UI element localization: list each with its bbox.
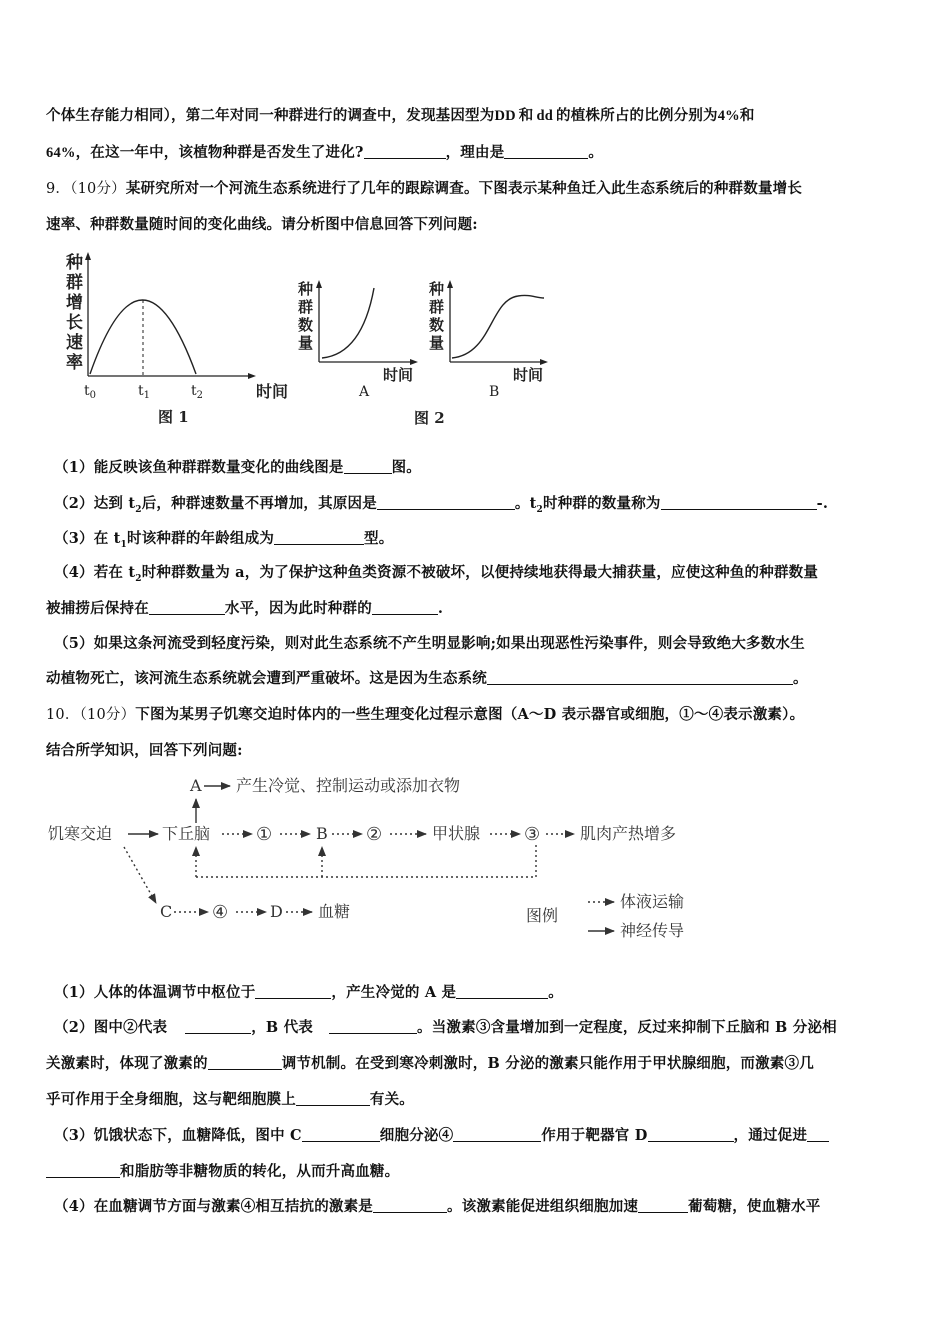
answer-blank[interactable] xyxy=(456,984,548,999)
figure-2a-y-arrow xyxy=(316,280,322,288)
answer-blank[interactable] xyxy=(302,1127,380,1142)
svg-text:数: 数 xyxy=(429,316,445,334)
node-hormone-1: ① xyxy=(256,824,273,845)
node-cold-sensation: 产生冷觉、控制运动或添加衣物 xyxy=(236,776,461,795)
node-a: A xyxy=(190,776,202,795)
text-line: 速率、种群数量随时间的变化曲线。请分析图中信息回答下列问题: xyxy=(46,216,478,233)
figure-2b-y-arrow xyxy=(447,280,453,288)
node-blood-sugar: 血糖 xyxy=(318,902,351,921)
question-9-part-2: （2）达到 $t_2$后，种群速数量不再增加，其原因是 。$t_2$时种群的数量称为 -. xyxy=(54,495,829,515)
legend-humoral: 体液运输 xyxy=(620,892,685,911)
question-9-intro: 9．（10分）某研究所对一个河流生态系统进行了几年的跟踪调查。下图表示某种鱼迁入此生态系统后的种群数量增长 xyxy=(46,180,803,197)
text-line: 和脂肪等非糖物质的转化，从而升高血糖。 xyxy=(46,1160,399,1181)
svg-text:速: 速 xyxy=(66,333,83,353)
answer-blank[interactable] xyxy=(296,1091,370,1106)
answer-blank[interactable] xyxy=(364,144,446,159)
figure-1-y-label xyxy=(65,253,83,373)
answer-blank[interactable] xyxy=(487,670,793,685)
answer-blank[interactable] xyxy=(372,600,438,615)
node-muscle: 肌肉产热增多 xyxy=(580,824,677,843)
svg-text:率: 率 xyxy=(66,353,83,373)
svg-text:数: 数 xyxy=(298,316,314,334)
svg-text:群: 群 xyxy=(66,273,83,293)
node-hormone-4: ④ xyxy=(212,902,229,923)
node-start: 饥寒交迫 xyxy=(48,824,113,843)
legend-title: 图例 xyxy=(526,906,559,925)
answer-blank[interactable] xyxy=(149,600,225,615)
question-10-intro: 10．（10分）下图为某男子饥寒交迫时体内的一些生理变化过程示意图（A～D 表示器官或细胞，①～④表示激素）。 xyxy=(46,706,805,723)
svg-text:增: 增 xyxy=(66,293,83,313)
node-d: D xyxy=(270,902,283,921)
legend-neural: 神经传导 xyxy=(620,921,685,940)
question-10-part-1: （1）人体的体温调节中枢位于 ，产生冷觉的 A 是 。 xyxy=(54,984,563,1001)
svg-text:量: 量 xyxy=(298,334,314,352)
figure-2b-x-label: 时间 xyxy=(513,366,544,384)
figure-1-x-arrow xyxy=(248,373,256,379)
node-c: C xyxy=(160,902,173,921)
svg-text:群: 群 xyxy=(429,298,445,316)
curve-a-j-shape xyxy=(322,288,374,358)
tick-t2: $t_2$ xyxy=(191,383,204,401)
text-line: 个体生存能力相同），第二年对同一种群进行的调查中，发现基因型为DD 和 dd 的植株所占的比例分别为4%和 xyxy=(46,107,755,124)
svg-text:种: 种 xyxy=(66,253,83,273)
figure-1-growth-rate-chart xyxy=(50,246,300,431)
node-hypothalamus: 下丘脑 xyxy=(162,824,211,843)
svg-text:量: 量 xyxy=(429,334,445,352)
svg-text:种: 种 xyxy=(429,280,445,298)
answer-blank[interactable] xyxy=(344,459,392,474)
answer-blank[interactable] xyxy=(185,1019,251,1034)
answer-blank[interactable] xyxy=(329,1019,417,1034)
answer-blank[interactable] xyxy=(807,1127,829,1142)
question-10-part-2: （2）图中②代表 ，B 代表 。当激素③含量增加到一定程度，反过来抑制下丘脑和 B 分泌相 xyxy=(54,1019,837,1036)
figure-1-caption: 图 1 xyxy=(158,408,189,426)
figure-2b-x-arrow xyxy=(540,359,548,365)
node-thyroid: 甲状腺 xyxy=(432,824,481,843)
svg-text:长: 长 xyxy=(66,313,83,333)
text-line: 64%，在这一年中，该植物种群是否发生了进化? ，理由是 。 xyxy=(46,144,604,161)
tick-t0: $t_0$ xyxy=(84,383,97,401)
figure-2-caption: 图 2 xyxy=(414,409,445,427)
question-10-part-3: （3）饥饿状态下，血糖降低，图中 C 细胞分泌④ 作用于靶器官 D ，通过促进 xyxy=(54,1124,829,1145)
curve-b-s-shape xyxy=(452,295,544,358)
label-a: A xyxy=(359,384,370,400)
question-10-part-4: （4）在血糖调节方面与激素④相互拮抗的激素是 。该激素能促进组织细胞加速 葡萄糖，使血糖水平 xyxy=(54,1198,821,1215)
question-9-part-4: （4）若在 $t_2$时种群数量为 a，为了保护这种鱼类资源不被破坏，以便持续地获得最大捕获量，应使这种鱼的种群数量 xyxy=(54,564,819,584)
feedback-loop xyxy=(196,845,536,877)
text-line: 关激素时，体现了激素的 调节机制。在受到寒冷刺激时，B 分泌的激素只能作用于甲状腺细胞，而激素③几 xyxy=(46,1055,814,1072)
arrow-start-to-c xyxy=(124,847,156,903)
text-line: 被捕捞后保持在 水平，因为此时种群的 . xyxy=(46,600,444,617)
answer-blank[interactable] xyxy=(208,1055,282,1070)
thermoregulation-diagram xyxy=(40,765,720,950)
label-b: B xyxy=(489,384,500,400)
question-9-part-1: （1）能反映该鱼种群群数量变化的曲线图是 图。 xyxy=(54,459,421,476)
figure-1-y-arrow xyxy=(85,252,91,260)
question-9-part-3: （3）在 $t_1$时该种群的年龄组成为 型。 xyxy=(54,530,394,550)
question-9-part-5: （5）如果这条河流受到轻度污染，则对此生态系统不产生明显影响;如果出现恶性污染事件，则会导致绝大多数水生 xyxy=(54,635,805,652)
figure-2a-y-label xyxy=(297,280,313,352)
svg-text:群: 群 xyxy=(298,298,314,316)
text-line: 动植物死亡，该河流生态系统就会遭到严重破坏。这是因为生态系统 。 xyxy=(46,670,808,687)
text-line: 结合所学知识，回答下列问题: xyxy=(46,742,243,759)
answer-blank[interactable] xyxy=(638,1198,688,1213)
answer-blank[interactable] xyxy=(648,1127,734,1142)
figure-2b-y-label xyxy=(428,280,444,352)
answer-blank[interactable] xyxy=(46,1163,120,1178)
answer-blank[interactable] xyxy=(274,530,364,545)
figure-1-x-label: 时间 xyxy=(256,382,289,401)
svg-text:种: 种 xyxy=(298,280,314,298)
text-line: 乎可作用于全身细胞，这与靶细胞膜上 有关。 xyxy=(46,1091,415,1108)
answer-blank[interactable] xyxy=(373,1198,447,1213)
answer-blank[interactable] xyxy=(255,984,331,999)
answer-blank[interactable] xyxy=(504,144,588,159)
tick-t1: $t_1$ xyxy=(138,383,151,401)
node-hormone-2: ② xyxy=(366,824,383,845)
figure-2-population-charts xyxy=(292,276,557,431)
figure-2a-x-arrow xyxy=(410,359,418,365)
answer-blank[interactable] xyxy=(377,495,515,510)
node-hormone-3: ③ xyxy=(524,824,541,845)
node-b: B xyxy=(316,824,328,843)
answer-blank[interactable] xyxy=(453,1127,541,1142)
figure-2a-x-label: 时间 xyxy=(383,366,414,384)
answer-blank[interactable] xyxy=(661,495,817,510)
